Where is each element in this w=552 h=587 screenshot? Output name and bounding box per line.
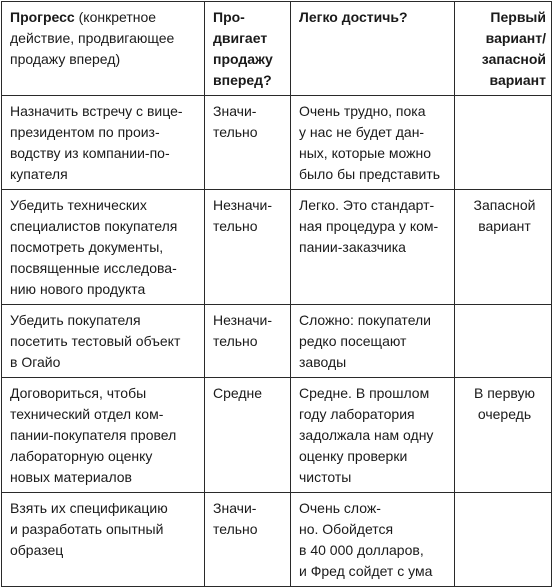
- cell-ease: Очень слож- но. Обойдется в 40 000 долларов, и Фред сойдет с ума: [291, 493, 455, 587]
- cell-action: Договориться, чтобы технический отдел ком- пании-покупателя провел лабораторную оценку новых материалов: [2, 378, 205, 493]
- table-row: [2, 493, 552, 587]
- cell-action: Убедить покупателя посетить тестовый объект в Огайо: [2, 305, 205, 378]
- cell-advances: Незначи- тельно: [205, 305, 291, 378]
- cell-option: В первую очередь: [455, 378, 552, 493]
- cell-ease: Легко. Это стандарт- ная процедура у ком- пании-заказчика: [291, 190, 455, 305]
- header-row: [2, 2, 552, 96]
- cell-option: [455, 305, 552, 378]
- header-ease: Легко достичь?: [291, 2, 455, 96]
- progress-table: [1, 1, 552, 587]
- header-progress-note: (конкретное действие, продвигающее продажу вперед): [10, 9, 175, 67]
- cell-option: [455, 493, 552, 587]
- cell-action: Взять их спецификацию и разработать опытный образец: [2, 493, 205, 587]
- table-row: [2, 96, 552, 190]
- table-row: [2, 190, 552, 305]
- table-row: [2, 305, 552, 378]
- cell-ease: Средне. В прошлом году лаборатория задолжала нам одну оценку проверки чистоты: [291, 378, 455, 493]
- header-progress-bold: Прогресс: [10, 9, 75, 25]
- cell-advances: Значи- тельно: [205, 493, 291, 587]
- cell-option: Запасной вариант: [455, 190, 552, 305]
- header-advances: Про- двигает продажу вперед?: [205, 2, 291, 96]
- cell-ease: Сложно: покупатели редко посещают заводы: [291, 305, 455, 378]
- header-progress: [2, 2, 205, 96]
- cell-action: Убедить технических специалистов покупателя посмотреть документы, посвященные исследова- нию нового продукта: [2, 190, 205, 305]
- cell-advances: Значи- тельно: [205, 96, 291, 190]
- header-option: Первый вариант/ запасной вариант: [455, 2, 552, 96]
- cell-advances: Незначи- тельно: [205, 190, 291, 305]
- cell-advances: Средне: [205, 378, 291, 493]
- cell-option: [455, 96, 552, 190]
- table-row: [2, 378, 552, 493]
- cell-action: Назначить встречу с вице- президентом по произ- водству из компании-по- купателя: [2, 96, 205, 190]
- cell-ease: Очень трудно, пока у нас не будет дан- ных, которые можно было бы представить: [291, 96, 455, 190]
